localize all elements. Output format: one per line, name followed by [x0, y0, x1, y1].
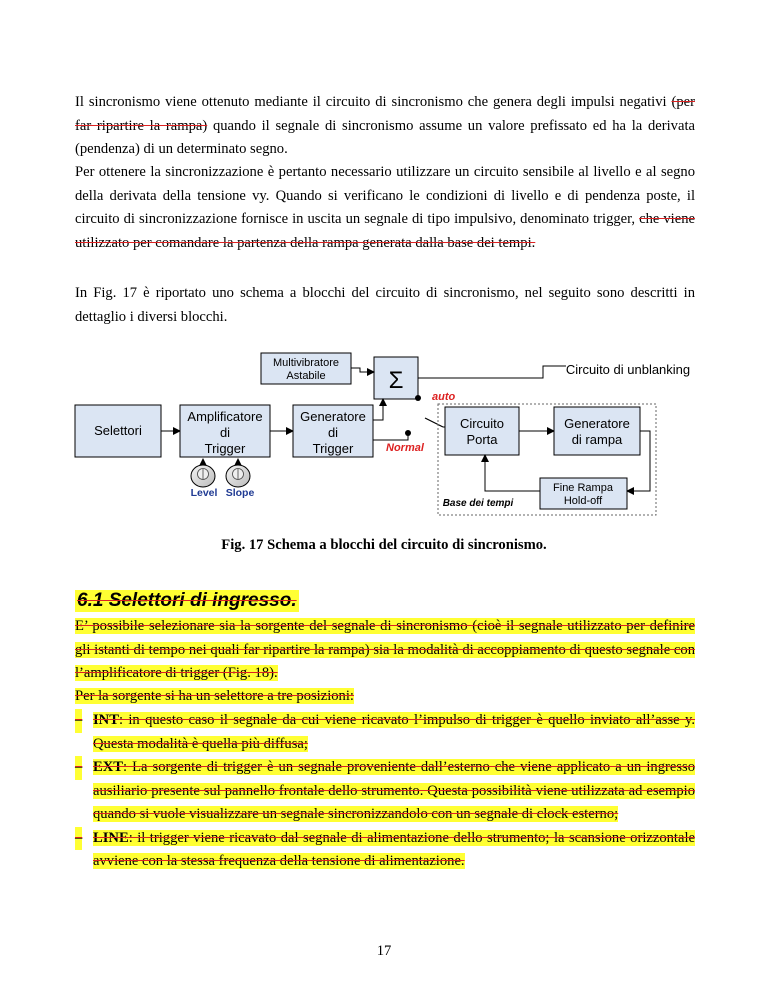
list-item — [75, 827, 695, 874]
level-knob-icon — [191, 459, 215, 487]
circuito-porta-label-1: Circuito — [459, 416, 505, 431]
paragraph-4 — [75, 615, 695, 686]
multivibratore-label-2: Astabile — [286, 370, 326, 382]
paragraph-2 — [75, 161, 695, 255]
normal-label: Normal — [386, 442, 424, 454]
list-item-term: EXT — [93, 759, 124, 775]
block-fine-rampa — [540, 478, 627, 509]
block-multivibratore — [261, 353, 351, 384]
figure-caption: Fig. 17 Schema a blocchi del circuito di sincronismo. — [221, 537, 547, 553]
block-circuito-porta — [445, 407, 519, 455]
list-item — [75, 709, 695, 756]
paragraph-1-text-c: quando il segnale di sincronismo assume un valore prefissato ed ha la derivata (pendenza) di un determinato segno. — [75, 117, 695, 157]
generatore-trigger-label-1: Generatore — [300, 409, 366, 424]
section-heading: 6.1 Selettori di ingresso. — [77, 590, 297, 611]
level-label: Level — [190, 487, 218, 499]
paragraph-1-text-a: Il sincronismo viene ottenuto mediante il circuito di sincronismo che genera degli impulsi negativi — [75, 94, 667, 110]
page-number: 17 — [376, 943, 392, 959]
block-selettori — [75, 405, 161, 457]
paragraph-2-deleted-text: che viene utilizzato per comandare la partenza della rampa generata dalla base dei tempi. — [75, 211, 695, 251]
paragraph-4-text: E’ possibile selezionare sia la sorgente del segnale di sincronismo (cioè il segnale utilizzato per definire gli istanti di tempo nei quali far ripartire la rampa) sia la modalità di accoppiamento di questo segnale con l’amplificatore di trigger (Fig. 18). — [75, 618, 695, 681]
amplificatore-label-3: Trigger — [204, 441, 246, 456]
unblanking-label: Circuito di unblanking — [565, 362, 691, 377]
amplificatore-label-1: Amplificatore — [187, 409, 263, 424]
list-item-term: LINE — [93, 829, 129, 846]
paragraph-5 — [75, 685, 695, 709]
list-item-text: : in questo caso il segnale da cui viene ricavato l’impulso di trigger è quello inviato all’asse y. Questa modalità è quella più diffusa; — [93, 712, 695, 752]
fine-rampa-label-1: Fine Rampa — [553, 482, 613, 494]
list-dash: – — [75, 709, 82, 733]
slope-label: Slope — [225, 487, 255, 499]
block-generatore-trigger — [293, 405, 373, 457]
mode-switch — [425, 418, 443, 427]
list-dash: – — [75, 756, 82, 780]
paragraph-5-text: Per la sorgente si ha un selettore a tre posizioni: — [75, 688, 354, 704]
base-dei-tempi-label: Base dei tempi — [442, 498, 514, 509]
block-diagram — [0, 330, 768, 540]
generatore-trigger-label-2: di — [327, 425, 339, 440]
list-item-text: : La sorgente di trigger è un segnale proveniente dall’esterno che viene applicato a un ingresso ausiliario presente sul pannello frontale dello strumento. Questa possibilità viene utilizzata ad esempio quando si vuole visualizzare un segnale sincronizzandolo con un segnale di clock esterno; — [93, 759, 695, 822]
source-list — [75, 709, 695, 874]
selettori-label: Selettori — [94, 423, 142, 438]
paragraph-1-deleted-text: (per far ripartire la rampa) — [75, 94, 695, 134]
block-amplificatore — [180, 405, 270, 457]
slope-knob-icon — [226, 459, 250, 487]
amplificatore-label-2: di — [219, 425, 231, 440]
paragraph-3: In Fig. 17 è riportato uno schema a blocchi del circuito di sincronismo, nel seguito sono descritti in dettaglio i diversi blocchi. — [75, 285, 695, 325]
list-item — [75, 756, 695, 827]
generatore-rampa-label-1: Generatore — [564, 416, 630, 431]
multivibratore-label-1: Multivibratore — [272, 357, 340, 369]
paragraph-1 — [75, 91, 695, 162]
generatore-trigger-label-3: Trigger — [312, 441, 354, 456]
fine-rampa-label-2: Hold-off — [563, 495, 603, 507]
list-dash: – — [75, 827, 82, 851]
block-generatore-rampa — [554, 407, 640, 455]
list-item-text: : il trigger viene ricavato dal segnale di alimentazione dello strumento; la scansione orizzontale avviene con la stessa frequenza della tensione di alimentazione. — [93, 829, 695, 869]
paragraph-2-text-a: Per ottenere la sincronizzazione è pertanto necessario utilizzare un circuito sensibile al livello e al segno della derivata della tensione vy. Quando si verificano le condizioni di livello e di pendenza poste, il circuito di sincronizzazione fornisce in uscita un segnale di tipo impulsivo, denominato trigger, — [75, 164, 695, 227]
block-sigma — [374, 357, 418, 399]
generatore-rampa-label-2: di rampa — [571, 432, 623, 447]
circuito-porta-label-2: Porta — [466, 432, 498, 447]
sigma-symbol: Σ — [388, 367, 404, 394]
list-item-term: INT — [93, 712, 119, 728]
auto-label: auto — [432, 391, 456, 403]
